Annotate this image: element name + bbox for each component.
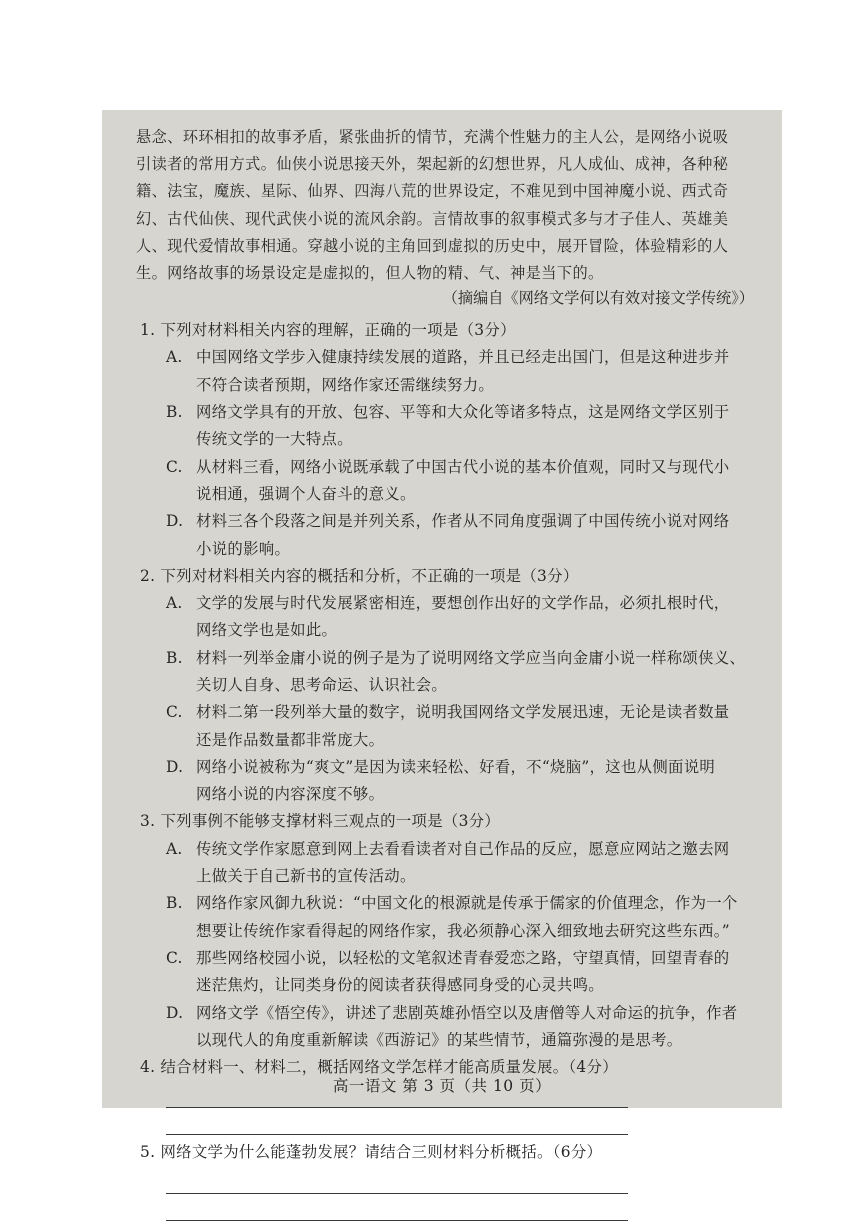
question-stem: 5. 网络文学为什么能蓬勃发展？请结合三则材料分析概括。（6分） bbox=[140, 1143, 603, 1162]
option-letter: D. bbox=[166, 512, 184, 531]
option-text: 网络文学《悟空传》，讲述了悲剧英雄孙悟空以及唐僧等人对命运的抗争，作者 bbox=[196, 1003, 738, 1022]
option-letter: C. bbox=[166, 703, 183, 722]
option-text: 小说的影响。 bbox=[196, 539, 291, 558]
option-text: 传统文学作家愿意到网上去看看读者对自己作品的反应，愿意应网站之邀去网 bbox=[196, 839, 730, 858]
option-d bbox=[136, 508, 758, 563]
passage-line: 悬念、环环相扣的故事矛盾，紧张曲折的情节，充满个性魅力的主人公，是网络小说吸 bbox=[136, 128, 729, 146]
option-letter: A. bbox=[166, 839, 183, 858]
passage-source: （摘编自《网络文学何以有效对接文学传统》） bbox=[442, 289, 754, 308]
option-text: 迷茫焦灼，让同类身份的阅读者获得感同身受的心灵共鸣。 bbox=[196, 976, 604, 995]
option-a bbox=[136, 836, 758, 891]
option-text: 材料三各个段落之间是并列关系，作者从不同角度强调了中国传统小说对网络 bbox=[196, 512, 730, 531]
question-1 bbox=[136, 317, 758, 563]
question-5 bbox=[136, 1139, 758, 1220]
passage-line: 人、现代爱情故事相通。穿越小说的主角回到虚拟的历史中，展开冒险，体验精彩的人 bbox=[136, 236, 729, 255]
option-text: 从材料三看，网络小说既承载了中国古代小说的基本价值观，同时又与现代小 bbox=[196, 457, 730, 476]
option-text: 还是作品数量都非常庞大。 bbox=[196, 730, 385, 749]
question-2 bbox=[136, 563, 758, 809]
option-text: 材料二第一段列举大量的数字，说明我国网络文学发展迅速，无论是读者数量 bbox=[196, 703, 730, 722]
option-c bbox=[136, 454, 758, 509]
option-letter: B. bbox=[166, 403, 183, 422]
option-text: 想要让传统作家看得起的网络作家，我必须静心深入细致地去研究这些东西。” bbox=[196, 921, 730, 940]
page-footer: 高一语文 第 3 页（共 10 页） bbox=[332, 1077, 552, 1095]
option-text: 网络文学也是如此。 bbox=[196, 621, 338, 640]
passage-line: 籍、法宝，魔族、星际、仙界、四海八荒的世界设定，不难见到中国神魔小说、西式奇 bbox=[136, 182, 729, 201]
question-3 bbox=[136, 808, 758, 1054]
option-d bbox=[136, 1000, 758, 1055]
option-b bbox=[136, 890, 758, 945]
question-stem: 4. 结合材料一、材料二，概括网络文学怎样才能高质量发展。（4分） bbox=[140, 1058, 618, 1077]
option-c bbox=[136, 945, 758, 1000]
option-text: 网络文学具有的开放、包容、平等和大众化等诸多特点，这是网络文学区别于 bbox=[196, 403, 730, 422]
option-text: 网络作家风御九秋说：“中国文化的根源就是传承于儒家的价值理念，作为一个 bbox=[196, 894, 738, 913]
option-letter: D. bbox=[166, 1003, 184, 1022]
question-stem: 2. 下列对材料相关内容的概括和分析，不正确的一项是（3分） bbox=[140, 566, 579, 585]
answer-line[interactable] bbox=[166, 1108, 628, 1135]
option-letter: B. bbox=[166, 894, 183, 913]
option-b bbox=[136, 645, 758, 700]
option-text: 网络小说被称为“爽文”是因为读来轻松、好看，不“烧脑”，这也从侧面说明 bbox=[196, 757, 716, 776]
option-letter: D. bbox=[166, 757, 184, 776]
option-letter: C. bbox=[166, 457, 183, 476]
option-text: 上做关于自己新书的宣传活动。 bbox=[196, 867, 416, 886]
answer-line[interactable] bbox=[166, 1167, 628, 1194]
passage-line: 幻、古代仙侠、现代武侠小说的流风余韵。言情故事的叙事模式多与才子佳人、英雄美 bbox=[136, 209, 729, 228]
passage-line: 生。网络故事的场景设定是虚拟的，但人物的精、气、神是当下的。 bbox=[136, 263, 604, 282]
option-letter: B. bbox=[166, 648, 183, 667]
option-text: 网络小说的内容深度不够。 bbox=[196, 785, 385, 804]
option-text: 以现代人的角度重新解读《西游记》的某些情节，通篇弥漫的是思考。 bbox=[196, 1030, 683, 1049]
passage-line: 引读者的常用方式。仙侠小说思接天外，架起新的幻想世界，凡人成仙、成神，各种秘 bbox=[136, 155, 729, 174]
option-text: 传统文学的一大特点。 bbox=[196, 430, 353, 449]
question-stem: 1. 下列对材料相关内容的理解，正确的一项是（3分） bbox=[140, 321, 516, 340]
option-b bbox=[136, 399, 758, 454]
option-letter: C. bbox=[166, 948, 183, 967]
question-stem: 3. 下列事例不能够支撑材料三观点的一项是（3分） bbox=[140, 812, 501, 831]
reading-passage bbox=[136, 124, 758, 287]
option-text: 那些网络校园小说，以轻松的文笔叙述青春爱恋之路，守望真情，回望青春的 bbox=[196, 948, 730, 967]
option-text: 文学的发展与时代发展紧密相连，要想创作出好的文学作品，必须扎根时代， bbox=[196, 594, 730, 613]
exam-page bbox=[102, 110, 782, 1162]
option-text: 中国网络文学步入健康持续发展的道路，并且已经走出国门，但是这种进步并 bbox=[196, 348, 730, 367]
option-text: 说相通，强调个人奋斗的意义。 bbox=[196, 484, 416, 503]
option-text: 关切人自身、思考命运、认识社会。 bbox=[196, 675, 448, 694]
answer-line[interactable] bbox=[166, 1194, 628, 1221]
option-letter: A. bbox=[166, 348, 183, 367]
option-c bbox=[136, 699, 758, 754]
option-text: 材料一列举金庸小说的例子是为了说明网络文学应当向金庸小说一样称颂侠义、 bbox=[196, 648, 746, 667]
option-a bbox=[136, 344, 758, 399]
option-letter: A. bbox=[166, 594, 183, 613]
option-d bbox=[136, 754, 758, 809]
option-a bbox=[136, 590, 758, 645]
option-text: 不符合读者预期，网络作家还需继续努力。 bbox=[196, 375, 495, 394]
